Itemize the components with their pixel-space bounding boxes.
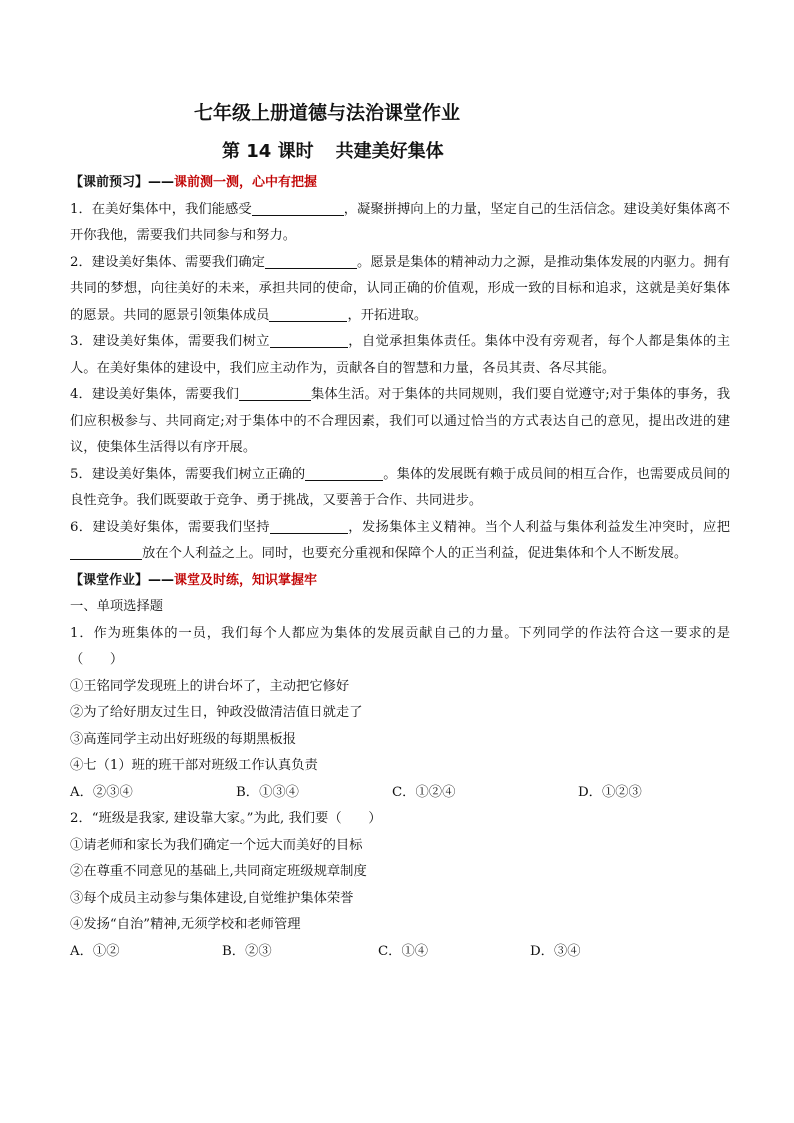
classwork-heading-label: 【课堂作业】 xyxy=(70,572,149,588)
answer-blank[interactable] xyxy=(70,543,142,560)
preview-heading-slogan: 课前测一测，心中有把握 xyxy=(174,175,318,190)
question-1-stem: 1．作为班集体的一员，我们每个人都应为集体的发展贡献自己的力量。下列同学的作法符合这一要求的是（ ） xyxy=(70,625,730,667)
item-text: 3．建设美好集体，需要我们树立 xyxy=(70,334,270,349)
q1-options xyxy=(70,780,730,807)
preview-heading xyxy=(70,170,730,197)
q1-option-c[interactable]: C．①②④ xyxy=(392,784,456,800)
item-text: 4．建设美好集体，需要我们 xyxy=(70,387,239,402)
worksheet-title: 七年级上册道德与法治课堂作业 xyxy=(194,102,461,124)
q2-statement: ④发扬“自治”精神,无须学校和老师管理 xyxy=(70,917,301,932)
item-text: 。集体的发展既有赖于成员间的相互合作，也需要成员间的良性竞争。我们既要敢于竞争、勇于挑战，又要善于合作、共同进步。 xyxy=(70,466,730,508)
classwork-heading xyxy=(70,568,730,595)
preview-item-5 xyxy=(70,462,730,515)
q2-option-b[interactable]: B．②③ xyxy=(222,943,272,959)
section-title: 一、单项选择题 xyxy=(70,599,164,614)
answer-blank[interactable] xyxy=(252,199,344,216)
q1-option-b[interactable]: B．①③④ xyxy=(236,784,299,800)
preview-item-3 xyxy=(70,329,730,382)
q2-options xyxy=(70,939,730,966)
item-text: 集体生活。对于集体的共同规则，我们要自觉遵守;对于集体的事务，我们应积极参与、共同商定;对于集体中的不合理因素，我们可以通过恰当的方式表达自己的意见，提出改进的建议，使集体生活得以有序开展。 xyxy=(70,387,730,455)
q1-statement: ②为了给好朋友过生日，钟政没做清洁值日就走了 xyxy=(70,705,363,720)
q2-statement: ①请老师和家长为我们确定一个远大而美好的目标 xyxy=(70,837,363,853)
worksheet-content xyxy=(70,170,730,965)
item-text: ，凝聚拼搏向上的力量，坚定自己的生活信念。建设美好集体离不开你我他，需要我们共同参与和努力。 xyxy=(70,201,730,243)
q1-statement: ④七（1）班的班干部对班级工作认真负责 xyxy=(70,758,318,773)
q2-option-d[interactable]: D．③④ xyxy=(530,943,581,959)
preview-item-4 xyxy=(70,382,730,462)
q2-statement: ③每个成员主动参与集体建设,自觉维护集体荣誉 xyxy=(70,890,354,906)
q1-statement: ③高莲同学主动出好班级的每期黑板报 xyxy=(70,731,297,747)
q1-option-d[interactable]: D．①②③ xyxy=(578,784,642,800)
q2-statement: ②在尊重不同意见的基础上,共同商定班级规章制度 xyxy=(70,864,367,879)
preview-heading-label: 【课前预习】 xyxy=(70,175,149,190)
answer-blank[interactable] xyxy=(305,464,383,481)
answer-blank[interactable] xyxy=(265,252,357,269)
q1-statement: ①王铭同学发现班上的讲台坏了，主动把它修好 xyxy=(70,678,350,694)
heading-dash: —— xyxy=(148,572,175,588)
item-text: 1．在美好集体中，我们能感受 xyxy=(70,201,252,217)
heading-dash: —— xyxy=(148,175,175,190)
lesson-number: 第 14 课时 xyxy=(222,141,314,162)
classwork-heading-slogan: 课堂及时练，知识掌握牢 xyxy=(174,572,318,588)
item-text: ，开拓进取。 xyxy=(347,307,428,323)
preview-item-1 xyxy=(70,197,730,250)
answer-blank[interactable] xyxy=(270,331,348,348)
item-text: 5．建设美好集体，需要我们树立正确的 xyxy=(70,466,306,482)
preview-item-2 xyxy=(70,250,730,330)
answer-blank[interactable] xyxy=(270,517,348,534)
question-2-stem: 2．“班级是我家, 建设靠大家。”为此, 我们要（ ） xyxy=(70,811,382,826)
answer-blank[interactable] xyxy=(239,384,311,401)
item-text: 放在个人利益之上。同时，也要充分重视和保障个人的正当利益，促进集体和个人不断发展。 xyxy=(142,546,688,561)
q2-option-a[interactable]: A．①② xyxy=(70,943,120,959)
q2-option-c[interactable]: C．①④ xyxy=(378,943,429,959)
lesson-name: 共建美好集体 xyxy=(335,141,444,162)
item-text: 。愿景是集体的精神动力之源，是推动集体发展的内驱力。拥有共同的梦想，向往美好的未来，承担共同的使命，认同正确的价值观，形成一致的目标和追求，这就是美好集体的愿景。共同的愿景引领集体成员 xyxy=(70,254,731,323)
q1-option-a[interactable]: A．②③④ xyxy=(70,784,133,800)
item-text: ，自觉承担集体责任。集体中没有旁观者，每个人都是集体的主人。在美好集体的建设中，我们应主动作为，贡献各自的智慧和力量，各员其责、各尽其能。 xyxy=(70,334,730,376)
item-text: ，发扬集体主义精神。当个人利益与集体利益发生冲突时，应把 xyxy=(347,519,730,535)
answer-blank[interactable] xyxy=(269,305,347,322)
preview-item-6 xyxy=(70,515,730,568)
item-text: 2．建设美好集体、需要我们确定 xyxy=(70,254,265,270)
item-text: 6．建设美好集体，需要我们坚持 xyxy=(70,519,270,535)
lesson-title xyxy=(222,137,444,163)
